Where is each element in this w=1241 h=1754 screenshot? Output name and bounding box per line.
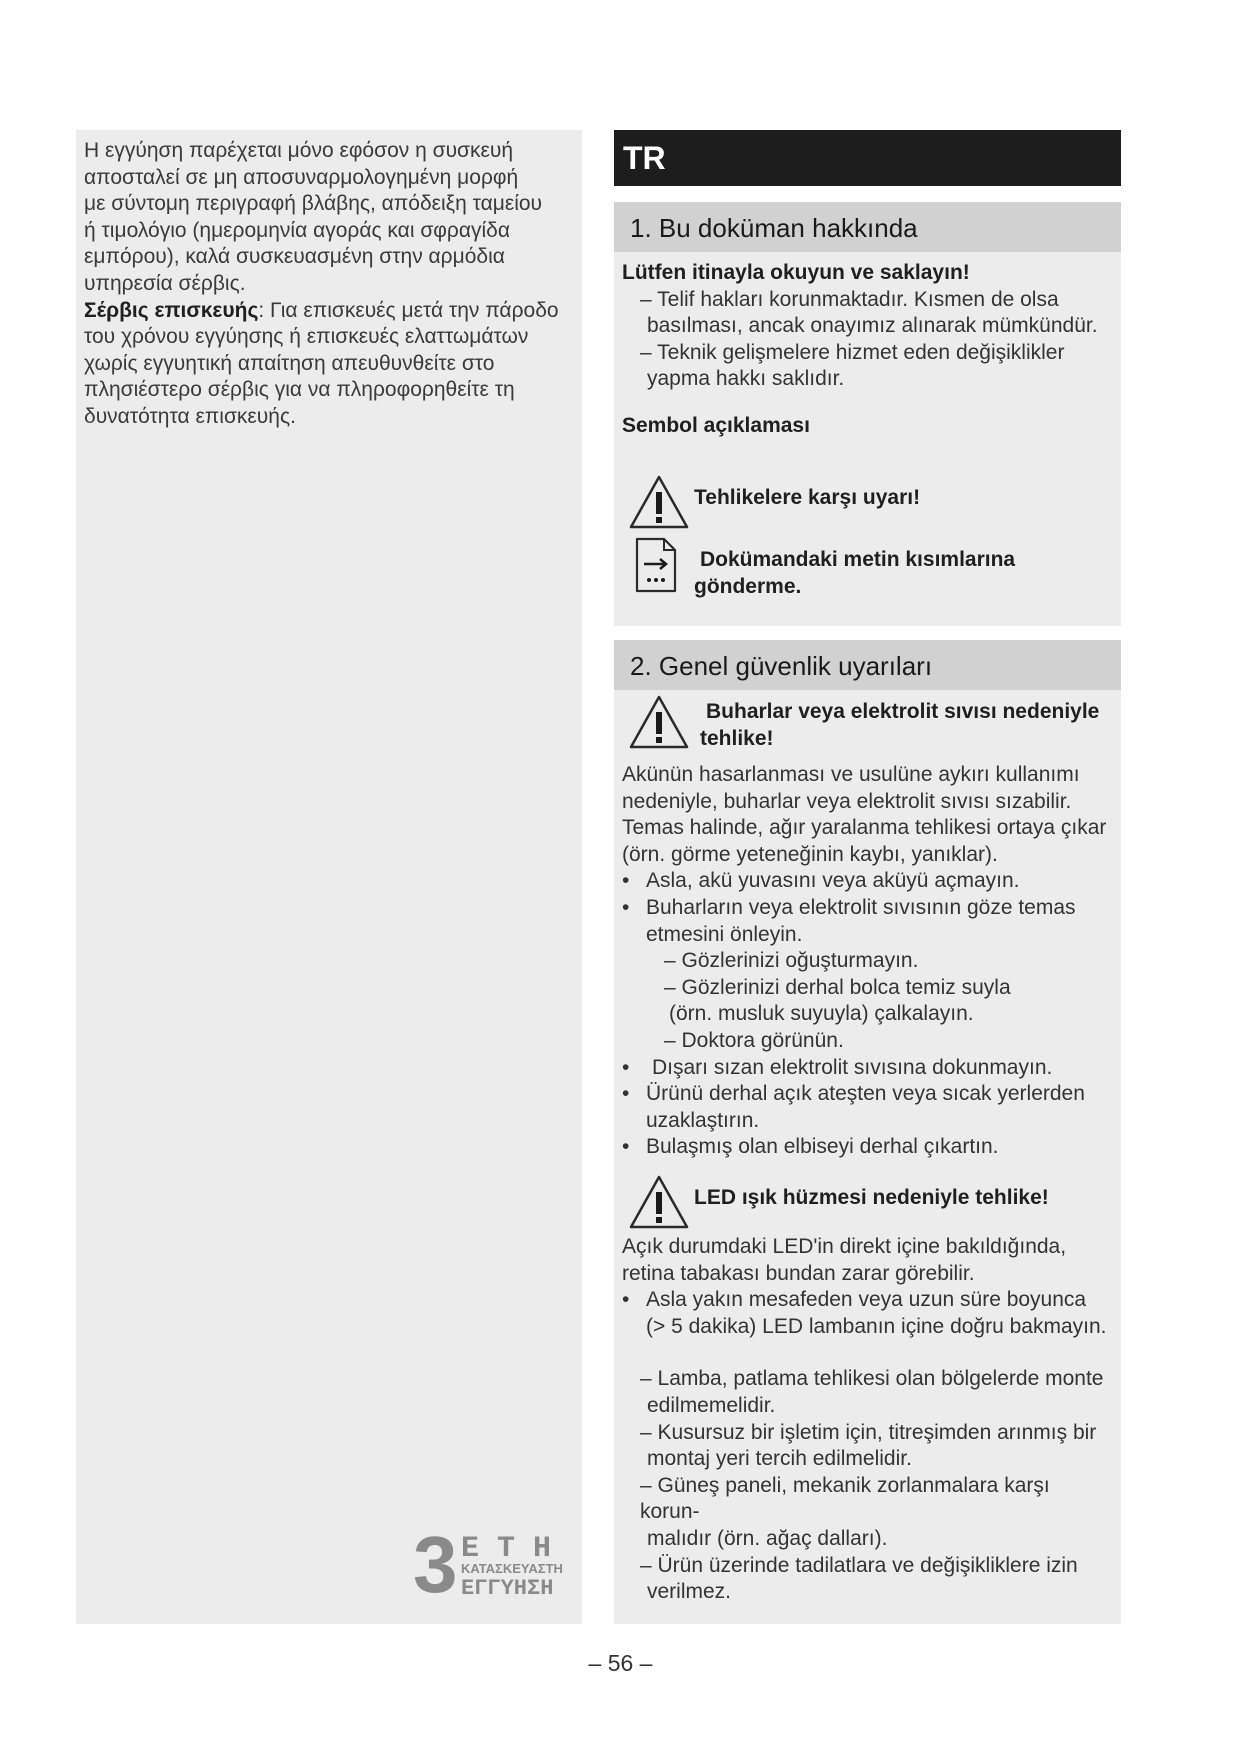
eth-logo — [413, 1526, 593, 1596]
battery-text-line: Akünün hasarlanması ve usulüne aykırı kullanımı — [622, 763, 1080, 786]
svg-text:Ε Τ Η: Ε Τ Η — [461, 1532, 552, 1566]
note-item: – Güneş paneli, mekanik zorlanmalara karşı korun- — [640, 1473, 1050, 1524]
service-label: Σέρβις επισκευής — [84, 298, 259, 322]
copyright-item-cont: basılması, ancak onayımız alınarak mümkündür. — [647, 314, 1098, 338]
svg-text:ΕΓΓΥΗΣΗ: ΕΓΓΥΗΣΗ — [461, 1576, 554, 1596]
section1-title: 1. Bu doküman hakkında — [614, 202, 1121, 252]
warning-triangle-icon — [628, 1174, 690, 1235]
reference-label-1: Dokümandaki metin kısımlarına — [700, 548, 1016, 571]
battery-text-line: (örn. görme yeteneğinin kaybı, yanıklar). — [622, 842, 998, 866]
warning-triangle-icon — [628, 474, 690, 535]
changes-item-cont: yapma hakkı saklıdır. — [647, 367, 845, 391]
turkish-column — [614, 130, 1121, 1624]
list-item: • Ürünü derhal açık ateşten veya sıcak yerlerden — [622, 1082, 1085, 1106]
warning-triangle-icon — [628, 694, 690, 755]
vapour-warning-1: Buharlar veya elektrolit sıvısı nedeniyle — [706, 700, 1100, 723]
note-item-cont: malıdır (örn. ağaç dalları). — [647, 1526, 888, 1550]
symbols-heading: Sembol açıklaması — [622, 413, 810, 437]
svg-text:ΚΑΤΑΣΚΕΥΑΣΤΗ: ΚΑΤΑΣΚΕΥΑΣΤΗ — [461, 1561, 563, 1576]
list-item-cont: (> 5 dakika) LED lambanın içine doğru bakmayın. — [646, 1314, 1107, 1338]
sub-item-cont: (örn. musluk suyuyla) çalkalayın. — [669, 1002, 974, 1026]
section2-title: 2. Genel güvenlik uyarıları — [614, 640, 1121, 690]
list-item: • Dışarı sızan elektrolit sıvısına dokunmayın. — [622, 1055, 1053, 1079]
vapour-warning-2: tehlike! — [700, 727, 774, 750]
note-item-cont: verilmez. — [647, 1580, 732, 1604]
list-item-cont: etmesini önleyin. — [646, 922, 803, 946]
sub-item: – Gözlerinizi oğuşturmayın. — [664, 949, 919, 973]
greek-warranty-column — [76, 130, 582, 1624]
note-item: – Lamba, patlama tehlikesi olan bölgelerde monte — [640, 1367, 1104, 1391]
section-about-document — [614, 202, 1121, 626]
note-item: – Ürün üzerinde tadilatlara ve değişikliklere izin — [640, 1553, 1078, 1577]
battery-text-line: Temas halinde, ağır yaralanma tehlikesi ortaya çıkar — [622, 816, 1107, 840]
note-item: – Kusursuz bir işletim için, titreşimden arınmış bir — [640, 1420, 1097, 1444]
section-general-safety — [614, 640, 1121, 1624]
battery-text-line: nedeniyle, buharlar veya elektrolit sıvısı sızabilir. — [622, 789, 1072, 813]
warranty-paragraph: Η εγγύηση παρέχεται μόνο εφόσον η συσκευή αποσταλεί σε μη αποσυναρμολογημένη μορφή με σύντομη περιγραφή βλάβης, απόδειξη ταμείου ή τιμολόγιο (ημερομηνία αγοράς και σφραγίδα εμπόρου), καλά συσκευασμένη στην αρμόδια υπηρεσία σέρβις. Σέρβις επισκευής: Για επισκευές μετά την πάροδο του χρόνου εγγύησης ή επισκευές ελαττωμάτων χωρίς εγγυητική απαίτηση απευθυνθείτε στο πλησιέστερο σέρβις για να πληροφορηθείτε τη δυνατότητα επισκευής. — [84, 139, 559, 428]
sub-item: – Doktora görünün. — [664, 1028, 844, 1052]
read-carefully-heading: Lütfen itinayla okuyun ve saklayın! — [622, 261, 970, 284]
note-item-cont: montaj yeri tercih edilmelidir. — [647, 1447, 912, 1471]
led-warning: LED ışık hüzmesi nedeniyle tehlike! — [694, 1186, 1049, 1209]
list-item: • Asla yakın mesafeden veya uzun süre boyunca — [622, 1288, 1087, 1312]
changes-item: – Teknik gelişmelere hizmet eden değişiklikler — [640, 340, 1065, 364]
reference-label-2: gönderme. — [694, 575, 802, 598]
document-reference-icon — [634, 536, 678, 599]
led-text-line: Açık durumdaki LED'in direkt içine bakıldığında, — [622, 1235, 1067, 1258]
list-item: • Buharların veya elektrolit sıvısının göze temas — [622, 895, 1076, 919]
list-item: • Asla, akü yuvasını veya aküyü açmayın. — [622, 869, 1020, 893]
list-item-cont: uzaklaştırın. — [646, 1108, 760, 1132]
svg-text:3: 3 — [413, 1526, 458, 1596]
list-item: • Bulaşmış olan elbiseyi derhal çıkartın. — [622, 1135, 999, 1159]
note-item-cont: edilmemelidir. — [647, 1393, 776, 1417]
sub-item: – Gözlerinizi derhal bolca temiz suyla — [664, 975, 1011, 999]
copyright-item: – Telif hakları korunmaktadır. Kısmen de olsa — [640, 287, 1059, 311]
led-text-line: retina tabakası bundan zarar görebilir. — [622, 1261, 975, 1285]
language-bar: TR — [614, 130, 1121, 186]
hazard-warning-label: Tehlikelere karşı uyarı! — [694, 486, 921, 509]
page-number: – 56 – — [588, 1650, 653, 1676]
